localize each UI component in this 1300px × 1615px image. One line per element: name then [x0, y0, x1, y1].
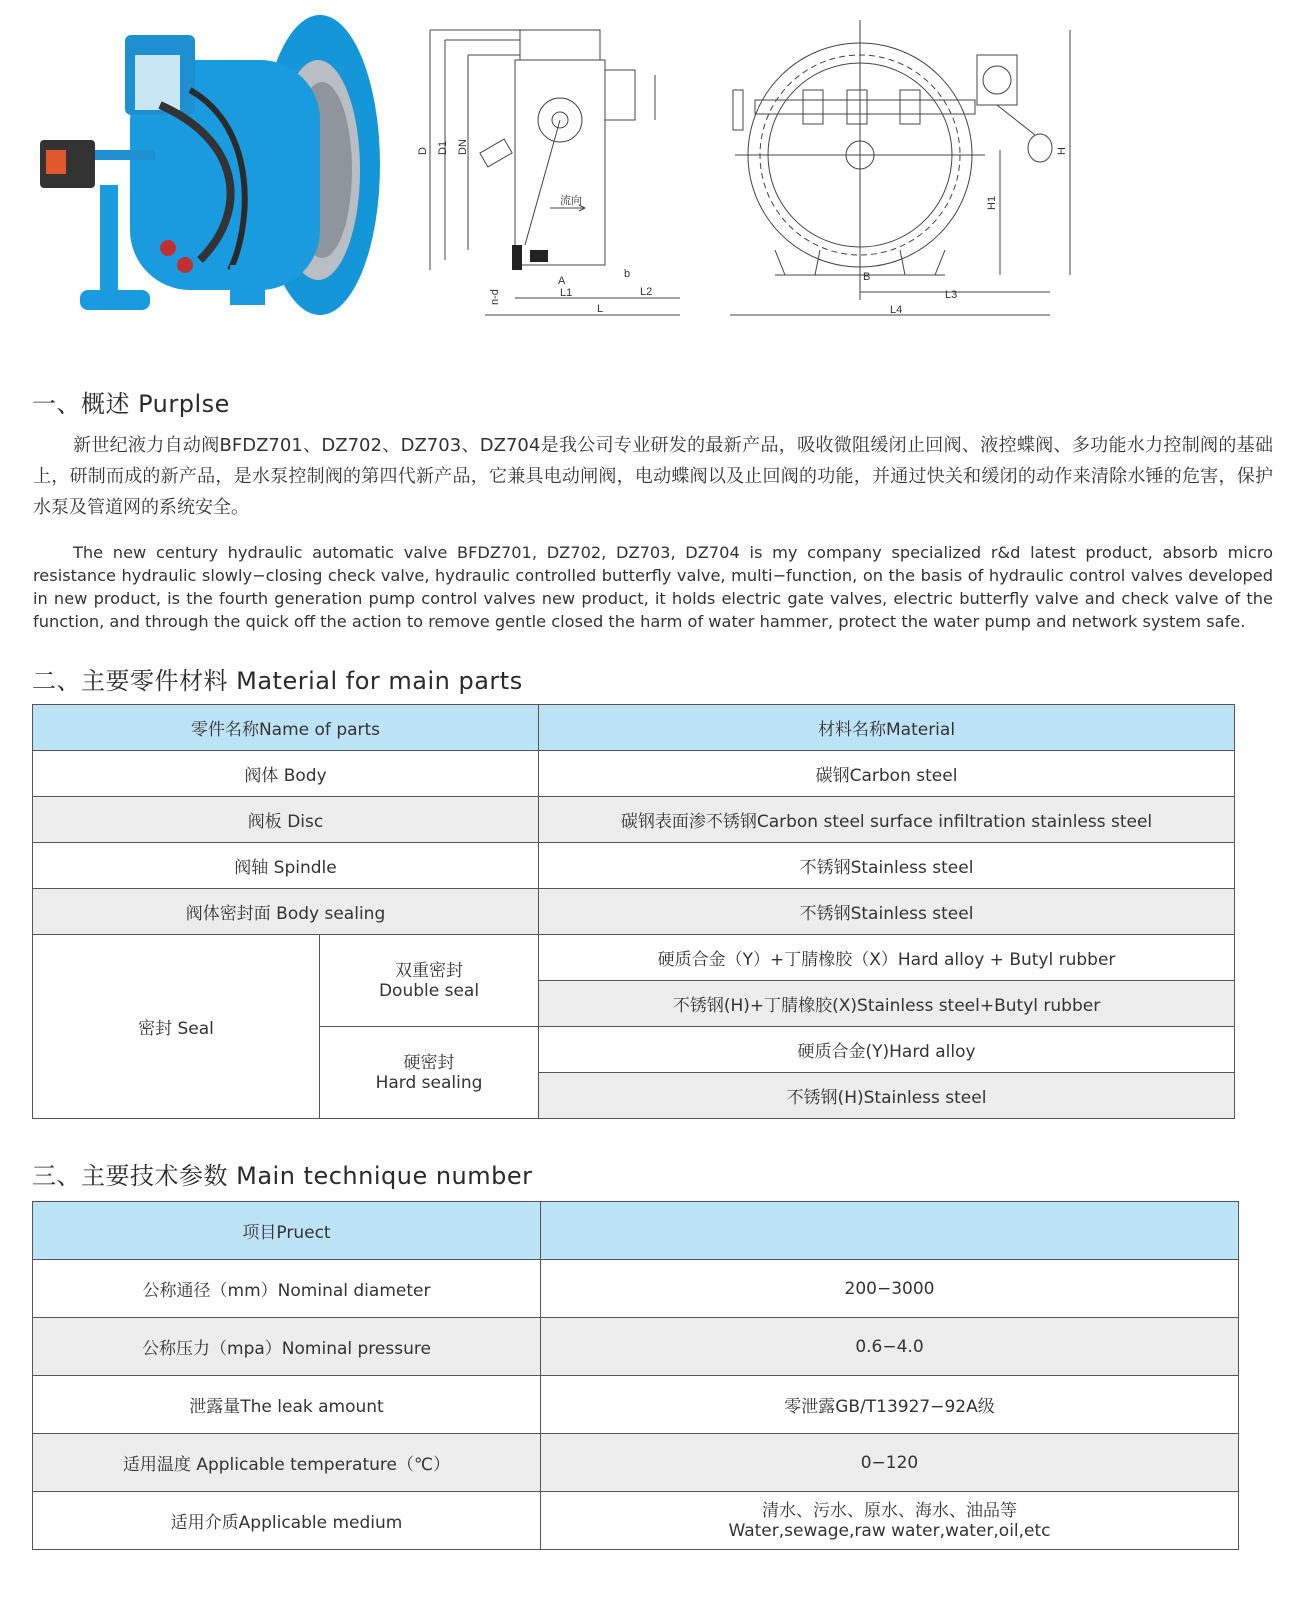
dim-label-l3: L3	[945, 289, 958, 301]
product-illustrations	[0, 0, 1300, 340]
technique-table	[32, 1201, 1239, 1550]
medium-cn: 清水、污水、原水、海水、油品等	[762, 1500, 1017, 1521]
section-title-materials: 二、主要零件材料 Material for main parts	[32, 667, 523, 695]
dim-label-d: D	[417, 147, 429, 155]
dim-label-h1: H1	[986, 195, 998, 210]
value-cell: 200−3000	[541, 1260, 1239, 1318]
material-cell: 不锈钢(H)+丁腈橡胶(X)Stainless steel+Butyl rubber	[539, 981, 1235, 1027]
table-row	[33, 889, 1235, 935]
dim-label-d1: D1	[437, 140, 449, 155]
dim-label-b: b	[624, 268, 631, 280]
dim-label-h: H	[1056, 147, 1068, 155]
front-view-drawing	[725, 10, 1080, 325]
hard-seal-cn: 硬密封	[403, 1052, 455, 1073]
table-header-row	[33, 705, 1235, 751]
table-row	[33, 935, 1235, 981]
dim-label-l2: L2	[640, 286, 653, 298]
item-cell: 适用温度 Applicable temperature（℃）	[33, 1434, 541, 1492]
purpose-paragraph-en: The new century hydraulic automatic valve BFDZ701, DZ702, DZ703, DZ704 is my company specialized r&d latest product, absorb micro resistance hydraulic slowly−closing check valve, hydraulic controlled butterfly valve, multi−function, on the basis of hydraulic control valves developed in new product, is the fourth generation pump control valves new product, it holds electric gate valves, electric butterfly valve and check valve of the function, and through the quick off the action to remove gentle closed the harm of water hammer, protect the water pump and network system safe.	[33, 543, 1273, 631]
hard-seal-cell	[320, 1027, 539, 1119]
part-cell: 阀板 Disc	[33, 797, 539, 843]
table-row	[33, 843, 1235, 889]
part-cell: 阀体 Body	[33, 751, 539, 797]
table-row	[33, 1434, 1239, 1492]
table-row	[33, 1318, 1239, 1376]
value-cell: 0−120	[541, 1434, 1239, 1492]
material-cell: 硬质合金（Y）+丁腈橡胶（X）Hard alloy + Butyl rubber	[539, 935, 1235, 981]
valve-photo	[0, 20, 390, 325]
side-view-drawing	[417, 20, 690, 325]
item-cell: 公称压力（mpa）Nominal pressure	[33, 1318, 541, 1376]
dim-label-nd: n-d	[489, 289, 501, 305]
dim-label-l4: L4	[890, 304, 903, 316]
flow-direction-label: 流向	[560, 195, 582, 207]
material-cell: 碳钢表面渗不锈钢Carbon steel surface infiltration stainless steel	[539, 797, 1235, 843]
medium-en: Water,sewage,raw water,water,oil,etc	[728, 1520, 1051, 1541]
double-seal-cn: 双重密封	[395, 960, 463, 981]
materials-table	[32, 704, 1235, 1119]
seal-label-cell: 密封 Seal	[33, 935, 320, 1119]
hard-seal-en: Hard sealing	[375, 1072, 483, 1093]
item-cell: 泄露量The leak amount	[33, 1376, 541, 1434]
part-cell: 阀轴 Spindle	[33, 843, 539, 889]
dim-label-l1: L1	[560, 287, 573, 299]
dim-label-a: A	[558, 275, 566, 287]
material-cell: 不锈钢Stainless steel	[539, 889, 1235, 935]
item-cell: 公称通径（mm）Nominal diameter	[33, 1260, 541, 1318]
table-row	[33, 1260, 1239, 1318]
table-row	[33, 751, 1235, 797]
table-row	[33, 1492, 1239, 1550]
purpose-paragraph-cn: 新世纪液力自动阀BFDZ701、DZ702、DZ703、DZ704是我公司专业研发的最新产品，吸收微阻缓闭止回阀、液控蝶阀、多功能水力控制阀的基础上，研制而成的新产品，是水泵控制阀的第四代新产品，它兼具电动闸阀，电动蝶阀以及止回阀的功能，并通过快关和缓闭的动作来清除水锤的危害，保护水泵及管道网的系统安全。	[33, 435, 1273, 518]
double-seal-cell	[320, 935, 539, 1027]
material-cell: 碳钢Carbon steel	[539, 751, 1235, 797]
value-cell	[541, 1492, 1239, 1550]
dim-label-b-front: B	[863, 271, 871, 283]
material-cell: 不锈钢(H)Stainless steel	[539, 1073, 1235, 1119]
dim-label-dn: DN	[457, 139, 469, 155]
dim-label-l: L	[597, 303, 604, 315]
table-header-row	[33, 1202, 1239, 1260]
section-title-technique: 三、主要技术参数 Main technique number	[32, 1162, 533, 1190]
material-cell: 不锈钢Stainless steel	[539, 843, 1235, 889]
value-cell: 0.6−4.0	[541, 1318, 1239, 1376]
value-cell: 零泄露GB/T13927−92A级	[541, 1376, 1239, 1434]
header-value-empty	[541, 1202, 1239, 1260]
material-cell: 硬质合金(Y)Hard alloy	[539, 1027, 1235, 1073]
header-material: 材料名称Material	[539, 705, 1235, 751]
section-title-purpose: 一、概述 Purplse	[32, 390, 230, 418]
part-cell: 阀体密封面 Body sealing	[33, 889, 539, 935]
table-row	[33, 797, 1235, 843]
header-part-name: 零件名称Name of parts	[33, 705, 539, 751]
double-seal-en: Double seal	[378, 980, 480, 1001]
item-cell: 适用介质Applicable medium	[33, 1492, 541, 1550]
table-row	[33, 1376, 1239, 1434]
header-item: 项目Pruect	[33, 1202, 541, 1260]
